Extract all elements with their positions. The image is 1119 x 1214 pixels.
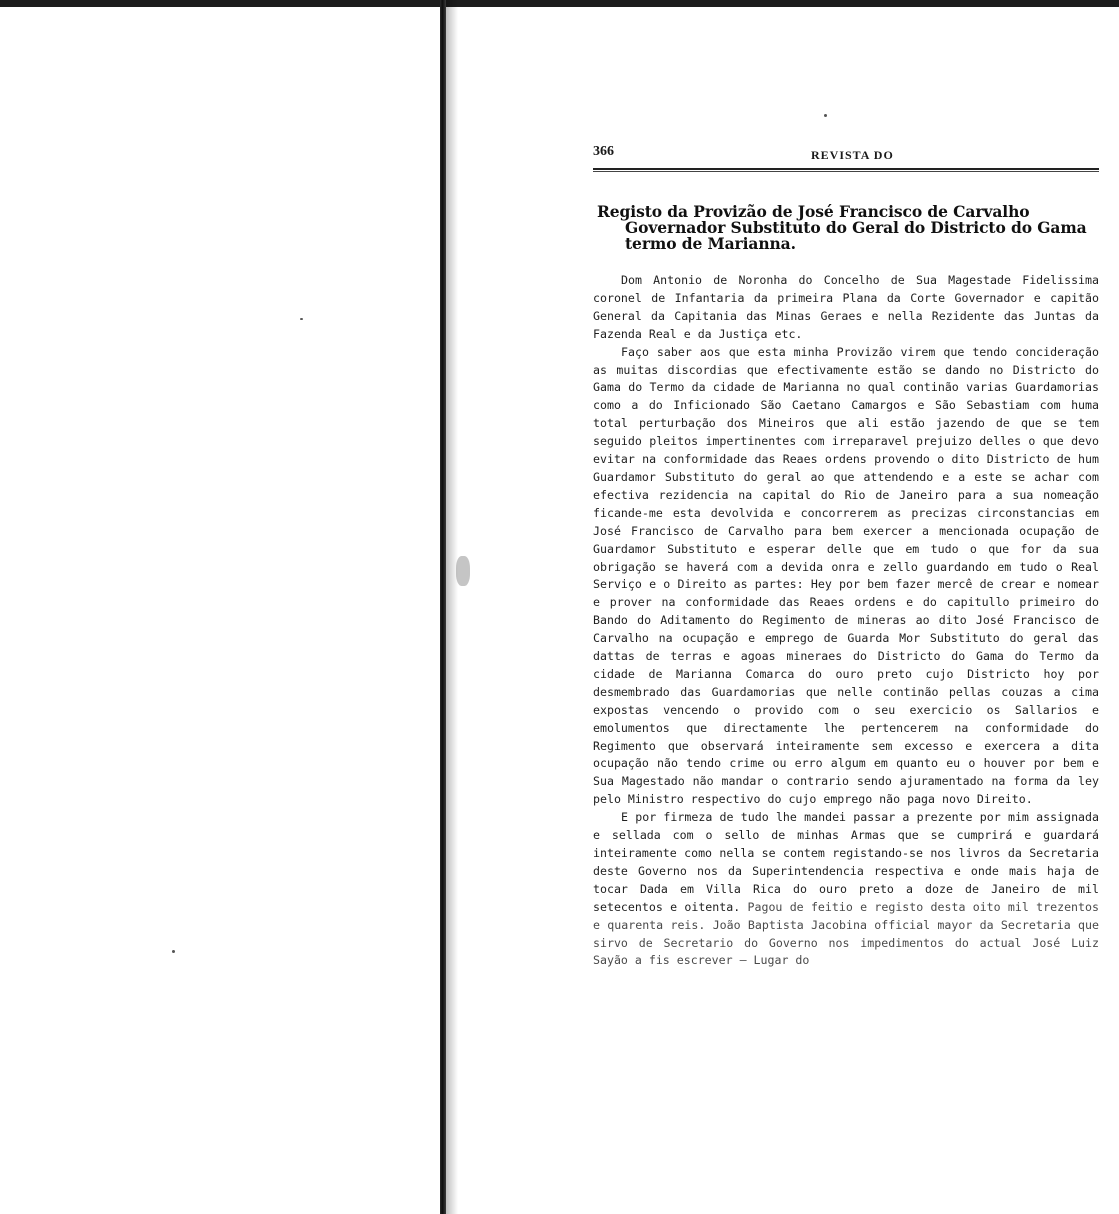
journal-title: REVISTA DO [811,148,894,162]
scan-speck [456,556,470,586]
header-rule [593,168,1099,172]
scan-speck [824,114,827,117]
gutter-shadow [446,0,458,1214]
book-page [593,140,1099,970]
article-title: Registo da Provizão de José Francisco de Carvalho Governador Substituto do Geral do Districto do Gama termo de Marianna. [597,202,1087,253]
running-head [593,140,1099,162]
scan-top-edge [0,0,1119,7]
scan-speck [300,318,303,320]
page-number: 366 [593,144,614,159]
paragraph [593,809,1099,970]
scan-speck [172,950,175,953]
article-body [593,272,1099,970]
paragraph-text: E por firmeza de tudo lhe mandei passar a prezente por mim assignada e sellada com o sello de minhas Armas que se cumprirá e guardará inteiramente como nella se contem registando-se nos livros da Secretaria deste Governo nos da Superintendencia respectiva e onde mais haja de tocar Dada em Villa Rica do ouro preto a doze de Janeiro de mil setecentos e oitenta. [593,810,1099,914]
paragraph: Faço saber aos que esta minha Provizão virem que tendo concideração as muitas discordias que efectivamente estão se dando no Districto do Gama do Termo da cidade de Marianna no qual continão varias Guardamorias como a do Inficionado São Caetano Camargos e São Sebastiam com huma total perturbação dos Mineiros que ali estão jazendo de que se tem seguido pleitos impertinentes com irreparavel prejuizo delles o que devo evitar na conformidade das Reaes ordens provendo o dito Districto de hum Guardamor Substituto do geral ao que attendendo e a este se achar com efectiva rezidencia na capital do Rio de Janeiro para a sua nomeação ficande-me esta devolvida e concorrerem as precizas circonstancias em José Francisco de Carvalho para bem exercer a mencionada ocupação de Guardamor Substituto e esperar delle que em tudo o que for da sua obrigação se haverá com a devida onra e zello guardando em tudo o Real Serviço e o Direito as partes: Hey por bem fazer mercê de crear e nomear e prover na conformidade das Reaes ordens e do capitullo primeiro do Bando do Aditamento do Regimento de mineras ao dito José Francisco de Carvalho na ocupação e emprego de Guarda Mor Substituto do geral das dattas de terras e agoas mineraes do Districto do Gama do Termo da cidade de Marianna Comarca do ouro preto cujo Districto hoy por desmembrado das Guardamorias que nelle continão pellas couzas a cima expostas vencendo o provido com o seu exercicio os Sallarios e emolumentos que directamente lhe pertencerem na conformidade do Regimento que observará inteiramente sem excesso e exercera a dita ocupação não tendo crime ou erro algum em quanto eu o houver por bem e Sua Magestado não mandar o contrario sendo ajuramentado na forma da ley pelo Ministro respectivo do cujo emprego não paga novo Direito. [593,344,1099,807]
faded-text: Pagou de feitio e registo desta oito mil trezentos e quarenta reis. João Baptista Jacobina official mayor da Secretaria que sirvo de Secretario do Governo nos impedimentos do actual José Luiz Sayão a fis escrever — Lugar do [593,899,1099,968]
paragraph: Dom Antonio de Noronha do Concelho de Sua Magestade Fidelissima coronel de Infantaria da primeira Plana da Corte Governador e capitão General da Capitania das Minas Geraes e nella Rezidente das Juntas da Fazenda Real e da Justiça etc. [593,273,1099,341]
